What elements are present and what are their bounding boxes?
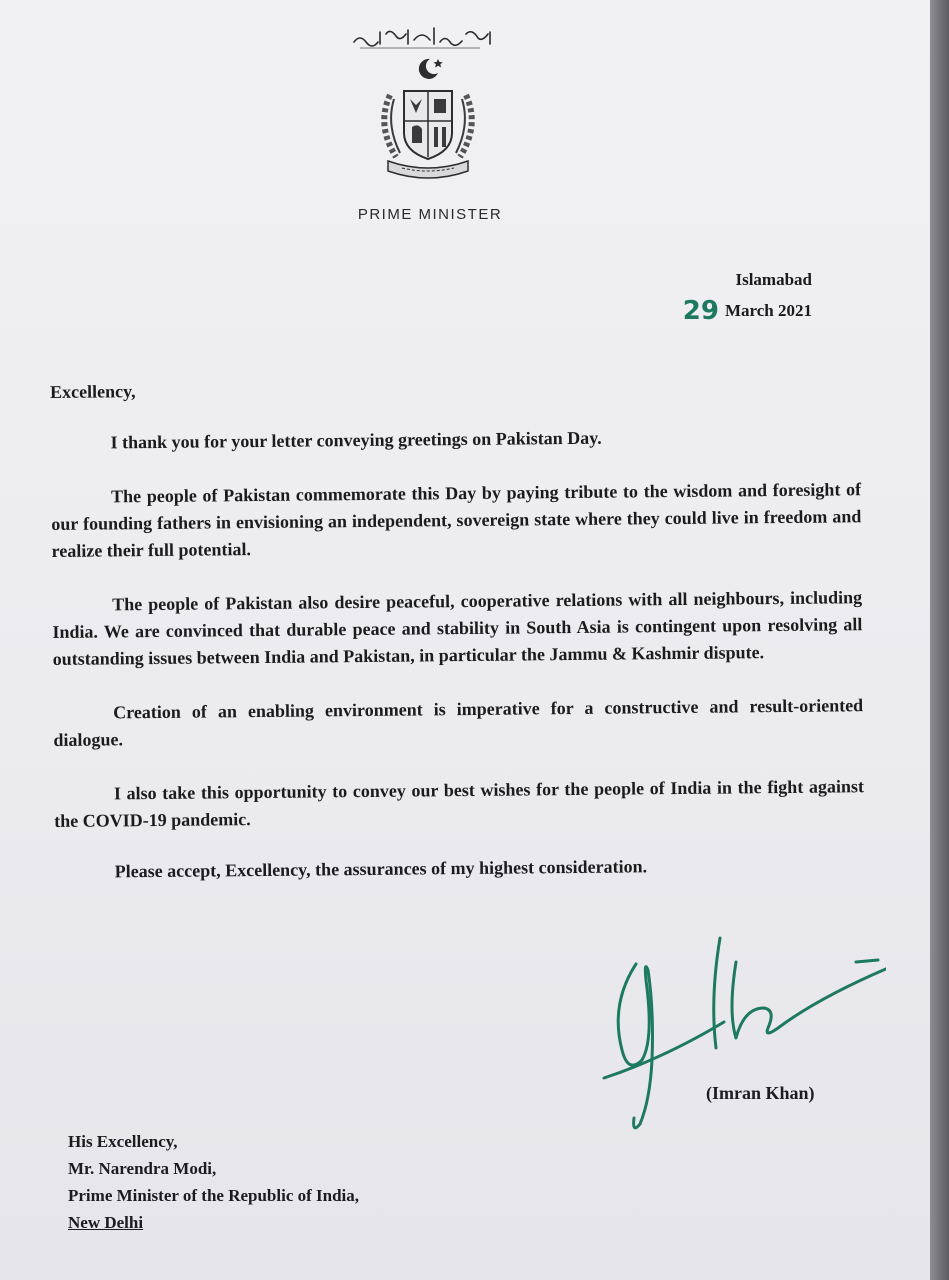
page-edge-shadow	[930, 0, 949, 1280]
recipient-line: Mr. Narendra Modi,	[68, 1159, 217, 1178]
salutation: Excellency,	[50, 381, 136, 402]
handwritten-day: 29	[682, 296, 719, 326]
city: Islamabad	[735, 270, 812, 289]
recipient-line: His Excellency,	[68, 1132, 178, 1151]
recipient-line: Prime Minister of the Republic of India,	[68, 1186, 360, 1205]
closing: Please accept, Excellency, the assurances of my highest consideration.	[114, 856, 648, 882]
paragraph: The people of Pakistan commemorate this Day by paying tribute to the wisdom and foresight of our founding fathers in envisioning an independent, sovereign state where they could live in freedom and realize their full potential.	[51, 479, 862, 561]
month-year: March 2021	[724, 301, 812, 320]
paragraph: The people of Pakistan also desire peaceful, cooperative relations with all neighbours, including India. We are convinced that durable peace and stability in South Asia is contingent upon resolving all outstanding issues between India and Pakistan, in particular the Jammu & Kashmir dispute.	[52, 587, 863, 669]
paragraph: I also take this opportunity to convey our best wishes for the people of India in the fight against the COVID-19 pandemic.	[54, 776, 865, 831]
date	[683, 296, 812, 326]
paragraph: Creation of an enabling environment is imperative for a constructive and result-oriented dialogue.	[53, 695, 864, 750]
paragraph: I thank you for your letter conveying greetings on Pakistan Day.	[110, 427, 602, 453]
letter-body	[50, 374, 865, 883]
bismillah-calligraphy	[350, 22, 500, 52]
recipient-city: New Delhi	[68, 1213, 144, 1232]
office-title: PRIME MINISTER	[357, 206, 503, 223]
recipient-address	[68, 1128, 359, 1236]
state-emblem-icon	[368, 55, 488, 185]
signatory-name: (Imran Khan)	[706, 1083, 815, 1103]
